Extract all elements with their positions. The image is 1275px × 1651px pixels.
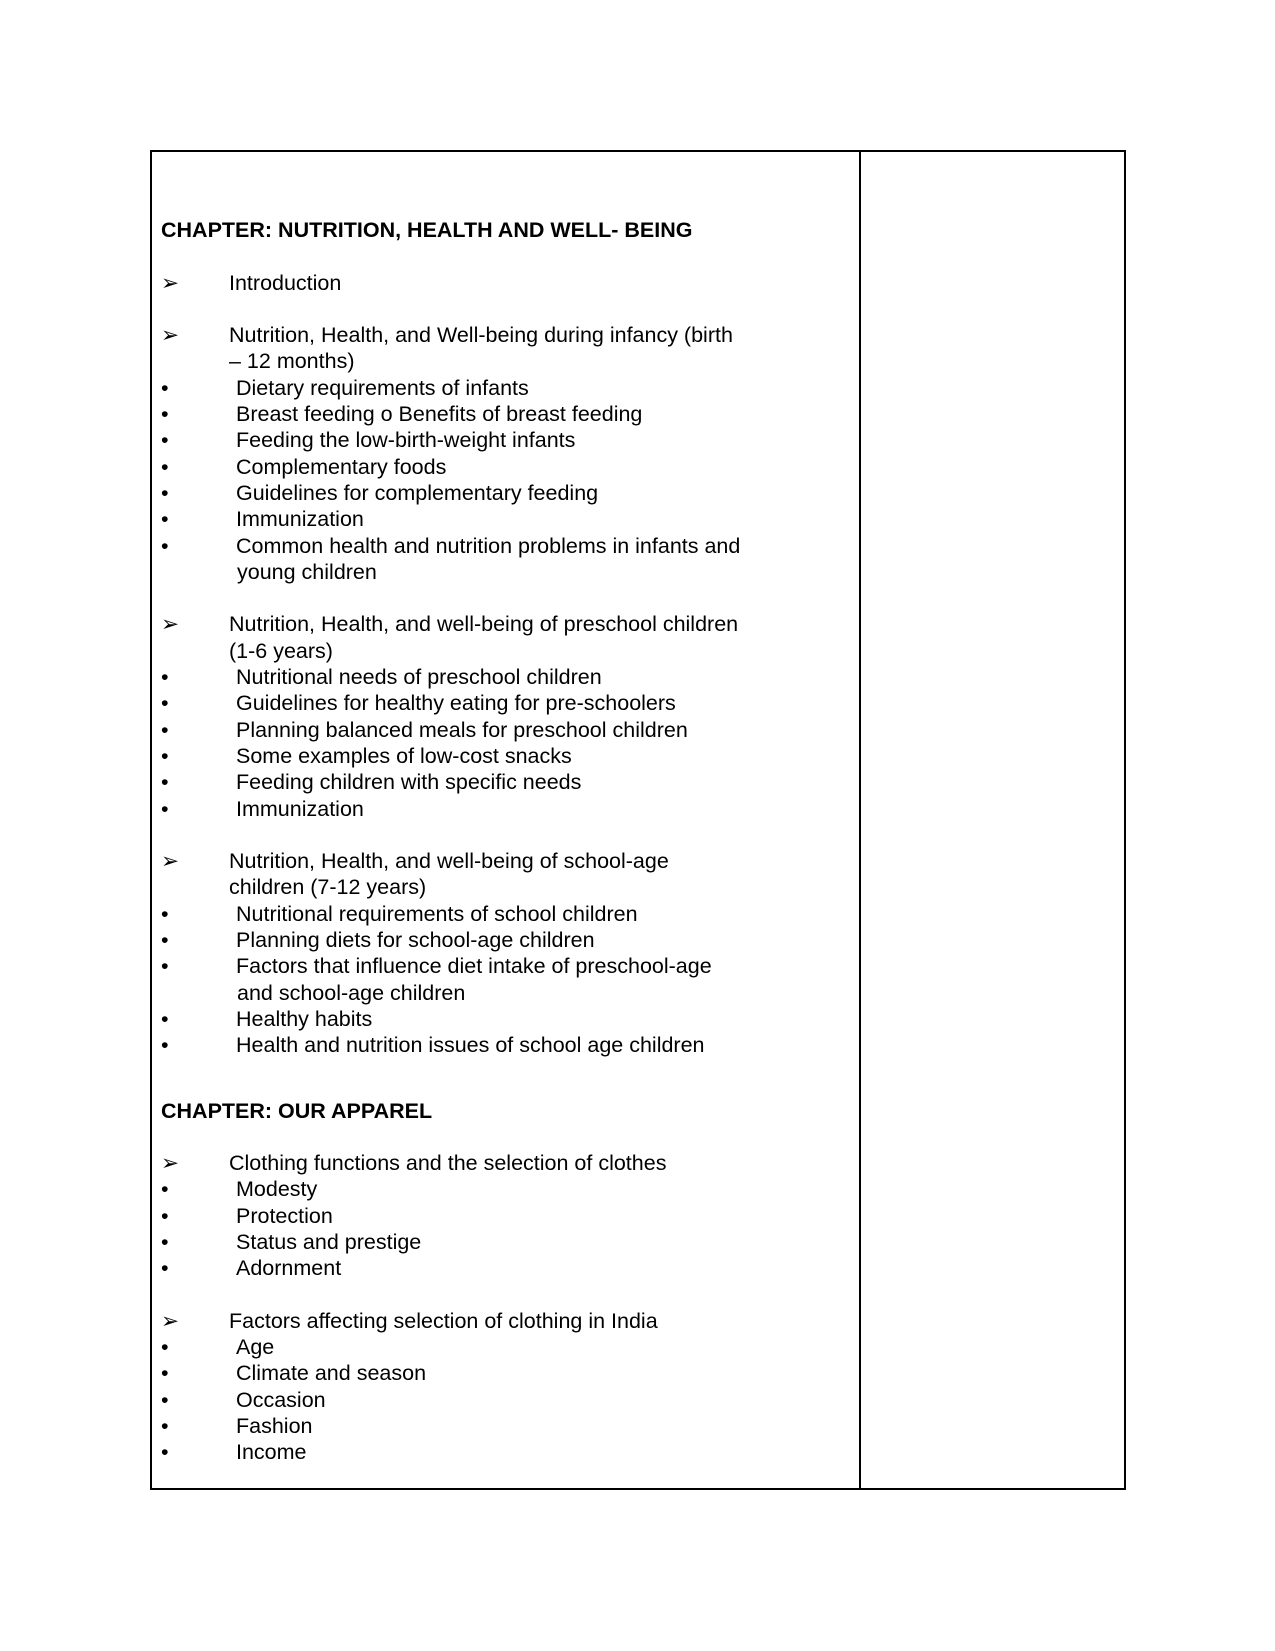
list-item: [161, 1203, 851, 1229]
bullet-icon: •: [161, 1256, 169, 1281]
bullet-icon: •: [161, 665, 169, 690]
bullet-icon: •: [161, 1033, 169, 1058]
section-heading-text: Introduction: [229, 270, 342, 295]
section-heading-continuation: [161, 348, 851, 374]
list-item-continuation: [161, 559, 851, 585]
bullet-icon: •: [161, 954, 169, 979]
section-heading: [161, 848, 851, 874]
bullet-icon: •: [161, 375, 169, 400]
list-item-text: Immunization: [236, 507, 364, 532]
section-heading-text: children (7-12 years): [229, 875, 427, 900]
bullet-icon: •: [161, 770, 169, 795]
section-heading-text: Nutrition, Health, and Well-being during infancy (birth: [229, 323, 733, 348]
chapter-title: CHAPTER: OUR APPAREL: [161, 1098, 433, 1123]
list-item: [161, 1387, 851, 1413]
list-item: [161, 1006, 851, 1032]
list-item-text: Feeding the low-birth-weight infants: [236, 428, 576, 453]
list-item-text: Adornment: [236, 1256, 342, 1281]
bullet-icon: •: [161, 1440, 169, 1465]
bullet-icon: •: [161, 428, 169, 453]
list-item: [161, 1229, 851, 1255]
section-heading-text: Clothing functions and the selection of clothes: [229, 1151, 667, 1176]
section-gap: [161, 1059, 851, 1098]
list-item-text: Health and nutrition issues of school age children: [236, 1033, 705, 1058]
section-heading: [161, 270, 851, 296]
bullet-icon: •: [161, 480, 169, 505]
section-heading: [161, 611, 851, 637]
section-heading-text: – 12 months): [229, 349, 355, 374]
column-divider: [859, 152, 861, 1488]
list-item-text: Common health and nutrition problems in infants and: [236, 533, 741, 558]
bullet-icon: •: [161, 1006, 169, 1031]
list-item-text: Status and prestige: [236, 1229, 422, 1254]
list-item: [161, 1255, 851, 1281]
list-item: [161, 769, 851, 795]
list-item-text: Climate and season: [236, 1361, 427, 1386]
list-item-continuation: [161, 980, 851, 1006]
bullet-icon: •: [161, 717, 169, 742]
section-gap: [161, 243, 851, 269]
list-item: [161, 427, 851, 453]
arrow-bullet-icon: ➢: [161, 1308, 180, 1333]
bullet-icon: •: [161, 1414, 169, 1439]
section-heading-text: Factors affecting selection of clothing in India: [229, 1308, 658, 1333]
list-item: [161, 375, 851, 401]
list-item-text: Planning diets for school-age children: [236, 928, 595, 953]
list-item: [161, 1032, 851, 1058]
section-gap: [161, 1124, 851, 1150]
list-item: [161, 454, 851, 480]
list-item: [161, 927, 851, 953]
section-heading-text: Nutrition, Health, and well-being of school-age: [229, 849, 669, 874]
section-heading-continuation: [161, 638, 851, 664]
bullet-icon: •: [161, 533, 169, 558]
arrow-bullet-icon: ➢: [161, 1151, 180, 1176]
bullet-icon: •: [161, 1387, 169, 1412]
list-item-text: Planning balanced meals for preschool children: [236, 717, 688, 742]
bullet-icon: •: [161, 1177, 169, 1202]
list-item: [161, 664, 851, 690]
bullet-icon: •: [161, 743, 169, 768]
list-item-text: Complementary foods: [236, 454, 447, 479]
list-item: [161, 796, 851, 822]
list-item-text: and school-age children: [237, 980, 466, 1005]
bullet-icon: •: [161, 1229, 169, 1254]
list-item: [161, 533, 851, 559]
section-gap: [161, 585, 851, 611]
list-item: [161, 690, 851, 716]
section-gap: [161, 296, 851, 322]
syllabus-content-cell: [161, 217, 851, 1466]
bullet-icon: •: [161, 454, 169, 479]
bullet-icon: •: [161, 796, 169, 821]
bullet-icon: •: [161, 928, 169, 953]
list-item: [161, 506, 851, 532]
section-gap: [161, 822, 851, 848]
list-item-text: Protection: [236, 1203, 333, 1228]
list-item-text: Dietary requirements of infants: [236, 375, 529, 400]
list-item-text: Some examples of low-cost snacks: [236, 743, 572, 768]
list-item: [161, 743, 851, 769]
arrow-bullet-icon: ➢: [161, 323, 180, 348]
bullet-icon: •: [161, 691, 169, 716]
list-item-text: Guidelines for complementary feeding: [236, 480, 599, 505]
list-item: [161, 401, 851, 427]
section-heading: [161, 1150, 851, 1176]
bullet-icon: •: [161, 1361, 169, 1386]
list-item: [161, 1176, 851, 1202]
list-item: [161, 1439, 851, 1465]
list-item-text: Nutritional requirements of school children: [236, 901, 638, 926]
list-item-text: Feeding children with specific needs: [236, 770, 582, 795]
list-item: [161, 901, 851, 927]
bullet-icon: •: [161, 1335, 169, 1360]
list-item: [161, 1413, 851, 1439]
list-item-text: Income: [236, 1440, 307, 1465]
chapter-title: CHAPTER: NUTRITION, HEALTH AND WELL- BEING: [161, 218, 693, 242]
list-item-text: Breast feeding o Benefits of breast feeding: [236, 402, 643, 427]
list-item-text: Age: [236, 1335, 275, 1360]
list-item: [161, 953, 851, 979]
list-item: [161, 1360, 851, 1386]
list-item-text: young children: [237, 559, 377, 584]
section-heading-continuation: [161, 874, 851, 900]
list-item: [161, 1334, 851, 1360]
arrow-bullet-icon: ➢: [161, 612, 180, 637]
list-item: [161, 717, 851, 743]
section-heading: [161, 1308, 851, 1334]
arrow-bullet-icon: ➢: [161, 270, 180, 295]
syllabus-table: [150, 150, 1126, 1490]
section-heading-text: (1-6 years): [229, 638, 333, 663]
list-item: [161, 480, 851, 506]
bullet-icon: •: [161, 507, 169, 532]
bullet-icon: •: [161, 402, 169, 427]
arrow-bullet-icon: ➢: [161, 849, 180, 874]
list-item-text: Modesty: [236, 1177, 318, 1202]
list-item-text: Healthy habits: [236, 1006, 373, 1031]
list-item-text: Guidelines for healthy eating for pre-schoolers: [236, 691, 676, 716]
list-item-text: Occasion: [236, 1387, 326, 1412]
section-heading: [161, 322, 851, 348]
bullet-icon: •: [161, 901, 169, 926]
list-item-text: Factors that influence diet intake of preschool-age: [236, 954, 712, 979]
list-item-text: Immunization: [236, 796, 364, 821]
section-gap: [161, 1282, 851, 1308]
bullet-icon: •: [161, 1203, 169, 1228]
list-item-text: Nutritional needs of preschool children: [236, 665, 602, 690]
list-item-text: Fashion: [236, 1414, 313, 1439]
section-heading-text: Nutrition, Health, and well-being of preschool children: [229, 612, 739, 637]
